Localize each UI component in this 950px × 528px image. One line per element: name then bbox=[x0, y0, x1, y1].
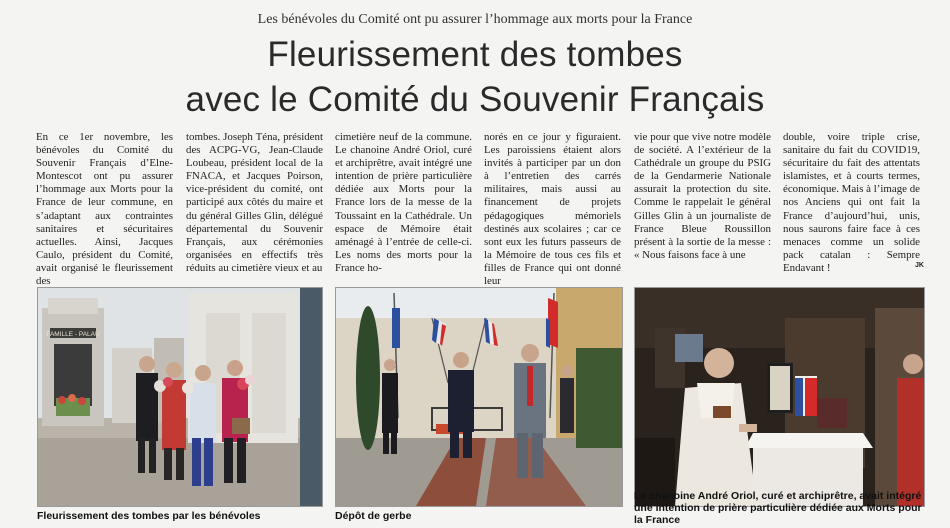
article-kicker: Les bénévoles du Comité ont pu assurer l’hommage aux morts pour la France bbox=[257, 12, 693, 27]
text-column-3: cimetière neuf de la commune. Le chanoine André Oriol, curé et archiprêtre, avait intégré une intention de prière particulière dédiée aux Morts pour la France lors de la messe de la Toussaint en la Cathédrale. Un espace de Mémoire était aménagé à l’entrée de celle-ci. Les noms des morts pour la France ho- bbox=[335, 131, 472, 274]
title-line-2: avec le Comité du Souvenir Français bbox=[185, 80, 765, 119]
photo-caption-1: Fleurissement des tombes par les bénévoles bbox=[37, 510, 261, 522]
article-body bbox=[36, 131, 926, 288]
text-column-6: double, voire triple crise, sanitaire du fait du COVID19, sécuritaire du fait des attentats islamistes, et à courts termes, économique. Mais à l’image de nos Anciens qui ont fait la France d’aujourd’hui, unis, nous saurons faire face à ces menaces comme un solide pack catalan : Sempre Endavant ! bbox=[783, 131, 920, 274]
tomb-sign-text: FAMILLE - PALAU bbox=[46, 331, 100, 338]
photo-caption-3: Le chanoine André Oriol, curé et archiprêtre, avait intégré une intention de prière particulière dédiée aux Morts pour la France bbox=[634, 490, 922, 526]
text-column-4: norés en ce jour y figuraient. Les paroissiens étaient alors invités à participer par un don à l’entretien des carrés militaires, mais aussi au financement de projets pédagogiques mémoriels destinés aux scolaires ; car ce sont eux les futurs passeurs de la Mémoire de tous ces fils et filles de France qui ont donné leur bbox=[484, 131, 621, 288]
text-column-1: En ce 1er novembre, les bénévoles du Comité du Souvenir Français d’Elne-Montescot ont pu assurer l’hommage aux Morts pour la France de leur commune, en s’adaptant aux contraintes sanitaires et sécuritaires actuelles. Ainsi, Jacques Caulo, président du Comité, avait organisé le fleurissement des bbox=[36, 131, 173, 288]
author-signature: JK bbox=[915, 262, 924, 269]
photo-cemetery-volunteers bbox=[37, 287, 323, 507]
article-title bbox=[0, 32, 950, 122]
title-line-1: Fleurissement des tombes bbox=[267, 35, 683, 74]
photo-wreath-laying bbox=[335, 287, 623, 507]
photo-canon-prayer bbox=[634, 287, 925, 507]
photo-caption-2: Dépôt de gerbe bbox=[335, 510, 412, 522]
text-column-2: tombes. Joseph Téna, président des ACPG-VG, Jean-Claude Loubeau, président local de la FNACA, et Jacques Poirson, vice-président du comité, ont participé aux côtés du maire et du général Gilles Glin, délégué départemental du Souvenir Français, aux cérémonies organisées en effectifs très réduits au cimetière vieux et au bbox=[186, 131, 323, 274]
text-column-5: vie pour que vive notre modèle de société. A l’extérieur de la Cathédrale un groupe du PSIG de la Gendarmerie Nationale assurait la protection du site. Comme le rappelait le général Gilles Glin à un journaliste de France Bleue Roussillon présent à la sortie de la messe : « Nous faisons face à une bbox=[634, 131, 771, 261]
